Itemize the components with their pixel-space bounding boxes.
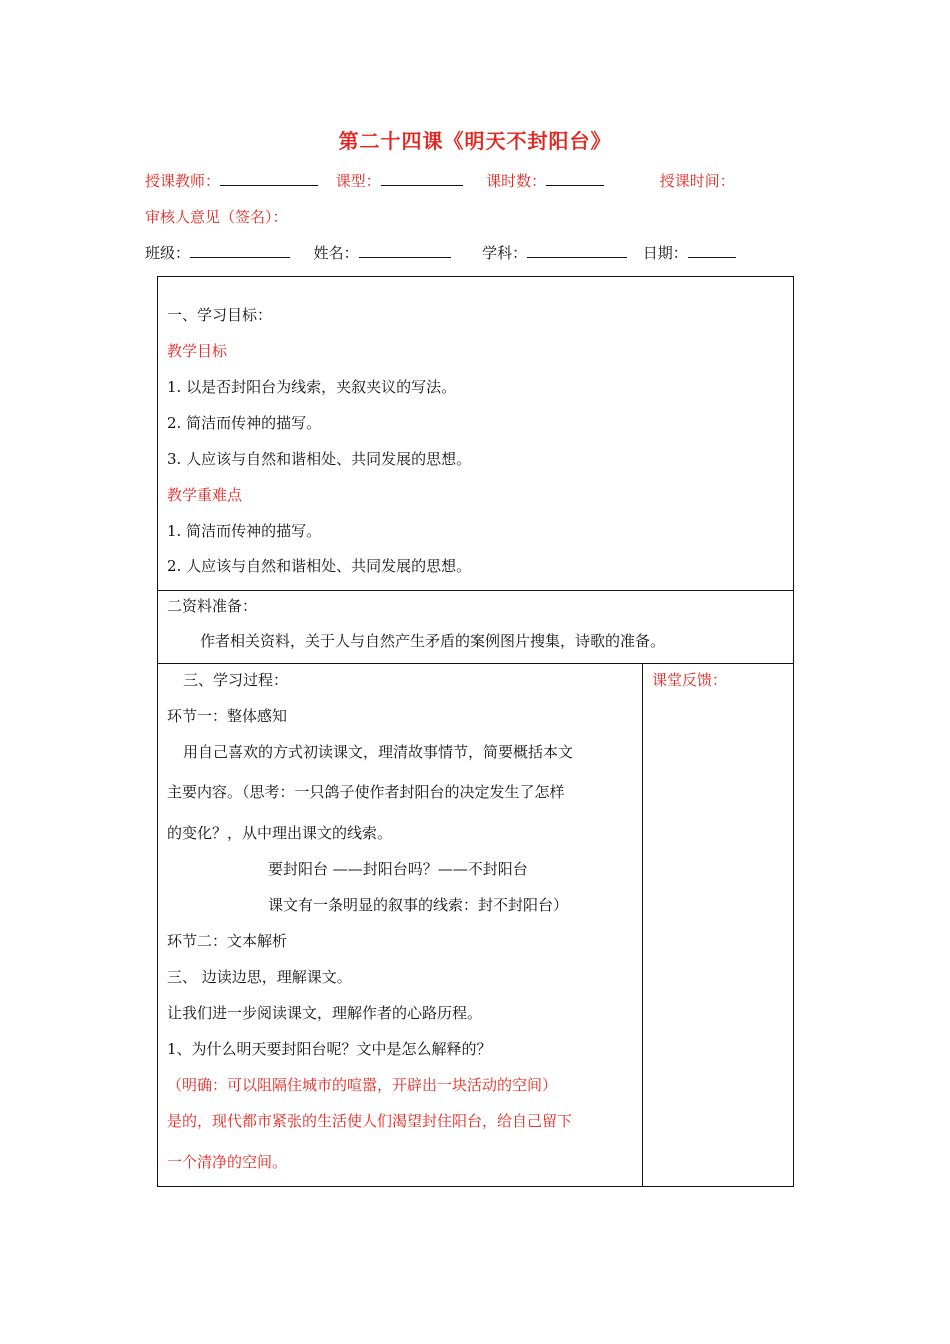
question-line: 1、为什么明天要封阳台呢？文中是怎么解释的？: [167, 1040, 492, 1058]
teacher-blank: [220, 170, 318, 186]
date-blank: [688, 242, 736, 258]
class-blank: [190, 242, 290, 258]
class-label: 班级：: [145, 244, 191, 262]
row-divider-2: [157, 663, 793, 664]
para-line: 主要内容。（思考：一只鸽子使作者封阳台的决定发生了怎样: [167, 783, 565, 801]
type-blank: [381, 170, 463, 186]
subject-label: 学科：: [482, 244, 528, 262]
reviewer-label: 审核人意见（签名）：: [145, 208, 288, 226]
header-row-1: [145, 170, 735, 191]
answer-line: 是的，现代都市紧张的生活使人们渴望封住阳台，给自己留下: [167, 1112, 573, 1130]
teaching-goal-label: 教学目标: [167, 342, 228, 360]
answer-line: （明确：可以阻隔住城市的喧嚣，开辟出一块活动的空间）: [167, 1076, 558, 1094]
date-label: 日期：: [642, 244, 688, 262]
goal-item: 2. 简洁而传神的描写。: [167, 414, 322, 432]
name-blank: [359, 242, 451, 258]
point-heading: 三、 边读边思，理解课文。: [167, 968, 352, 986]
clue-line: 要封阳台 ——封阳台吗？——不封阳台: [268, 860, 528, 878]
subject-blank: [527, 242, 627, 258]
time-label: 授课时间：: [659, 172, 735, 190]
hours-blank: [546, 170, 604, 186]
para-line: 的变化？，从中理出课文的线索。: [167, 824, 393, 842]
row-divider-1: [157, 590, 793, 591]
key-points-label: 教学重难点: [167, 486, 243, 504]
name-label: 姓名：: [313, 244, 359, 262]
step2-heading: 环节二：文本解析: [167, 932, 288, 950]
key-point-item: 2. 人应该与自然和谐相处、共同发展的思想。: [167, 557, 472, 575]
step1-heading: 环节一：整体感知: [167, 707, 288, 725]
feedback-column-divider: [642, 663, 643, 1186]
intro-line: 让我们进一步阅读课文，理解作者的心路历程。: [167, 1004, 483, 1022]
goal-item: 3. 人应该与自然和谐相处、共同发展的思想。: [167, 450, 472, 468]
document-title: 第二十四课《明天不封阳台》: [338, 129, 612, 153]
section1-heading: 一、学习目标：: [167, 306, 273, 324]
header-row-3: [145, 242, 736, 263]
hours-label: 课时数：: [486, 172, 547, 190]
feedback-label: 课堂反馈：: [652, 671, 728, 689]
goal-item: 1. 以是否封阳台为线索，夹叙夹议的写法。: [167, 378, 457, 396]
section2-heading: 二资料准备：: [167, 597, 258, 615]
section3-heading: 三、学习过程：: [183, 671, 289, 689]
teacher-label: 授课教师：: [145, 172, 221, 190]
section2-content: 作者相关资料，关于人与自然产生矛盾的案例图片搜集，诗歌的准备。: [200, 632, 666, 650]
para-line: 用自己喜欢的方式初读课文，理清故事情节，简要概括本文: [183, 743, 574, 761]
clue-line: 课文有一条明显的叙事的线索：封不封阳台）: [268, 896, 569, 914]
key-point-item: 1. 简洁而传神的描写。: [167, 522, 322, 540]
type-label: 课型：: [335, 172, 381, 190]
answer-line: 一个清净的空间。: [167, 1153, 288, 1171]
